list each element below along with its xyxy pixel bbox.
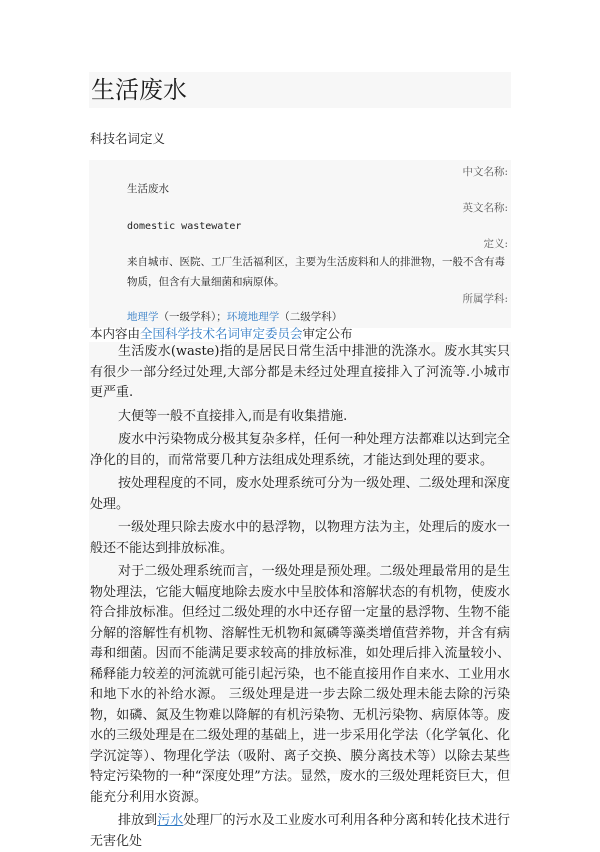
paragraph-5: 一级处理只除去废水中的悬浮物，以物理方法为主，处理后的废水一般还不能达到排放标准。 [90,520,510,556]
definition-label: 定义: [483,238,508,250]
discipline-label: 所属学科: [462,293,508,305]
discipline-1-suffix: （一级学科）； [158,311,227,323]
cn-name-label: 中文名称: [462,166,508,178]
definition-value: 来自城市、医院、工厂生活福利区，主要为生活废料和人的排泄物，一般不含有毒物质，但含有大量细菌和病原体。 [127,256,505,288]
sewage-link[interactable]: 污水 [157,813,184,828]
paragraph-2: 大便等一般不直接排入,而是有收集措施. [118,408,348,424]
article-body [90,342,510,852]
discipline-2-suffix: （二级学科） [279,311,343,323]
en-name-value: domestic wastewater [127,221,242,232]
source-prefix: 本内容由 [90,326,141,341]
en-name-label: 英文名称: [462,202,508,214]
section-heading: 科技名词定义 [90,131,166,146]
paragraph-7-prefix: 排放到 [118,813,158,828]
paragraph-7-suffix: 处理厂的污水及工业废水可利用各种分离和转化技术进行无害化处 [90,813,510,849]
source-line [90,325,353,343]
paragraph-4: 按处理程度的不同，废水处理系统可分为一级处理、二级处理和深度处理。 [90,476,510,512]
discipline-link-geography[interactable]: 地理学 [127,311,159,323]
paragraph-1: 生活废水(waste)指的是居民日常生活中排泄的洗涤水。废水其实只有很少一部分经过处理,大部分都是未经过处理直接排入了河流等.小城市更严重. [90,344,510,400]
paragraph-6: 对于二级处理系统而言，一级处理是预处理。二级处理最常用的是生物处理法，它能大幅度地除去废水中呈胶体和溶解状态的有机物，使废水符合排放标准。但经过二级处理的水中还存留一定量的悬浮物、生物不能分解的溶解性有机物、溶解性无机物和氮磷等藻类增值营养物，并含有病毒和细菌。因而不能满足要求较高的排放标准，如处理后排入流量较小、稀释能力较差的河流就可能引起污染，也不能直接用作自来水、工业用水和地下水的补给水源。 三级处理是进一步去除二级处理未能去除的污染物，如磷、氮及生物难以降解的有机污染物、无机污染物、病原体等。废水的三级处理是在二级处理的基础上，进一步采用化学法（化学氧化、化学沉淀等）、物理化学法（吸附、离子交换、膜分离技术等）以除去某些特定污染物的一种“深度处理”方法。显然，废水的三级处理耗资巨大，但能充分利用水资源。 [90,564,510,805]
source-suffix: 审定公布 [302,326,353,341]
source-committee-link[interactable]: 全国科学技术名词审定委员会 [140,326,303,341]
cn-name-value: 生活废水 [127,183,169,195]
discipline-link-env-geography[interactable]: 环境地理学 [226,311,280,323]
discipline-value [127,309,342,325]
page-title: 生活废水 [91,76,187,104]
paragraph-3: 废水中污染物成分极其复杂多样，任何一种处理方法都难以达到完全净化的目的，而常常要几种方法组成处理系统，才能达到处理的要求。 [90,432,510,468]
paragraph-7 [90,811,510,852]
